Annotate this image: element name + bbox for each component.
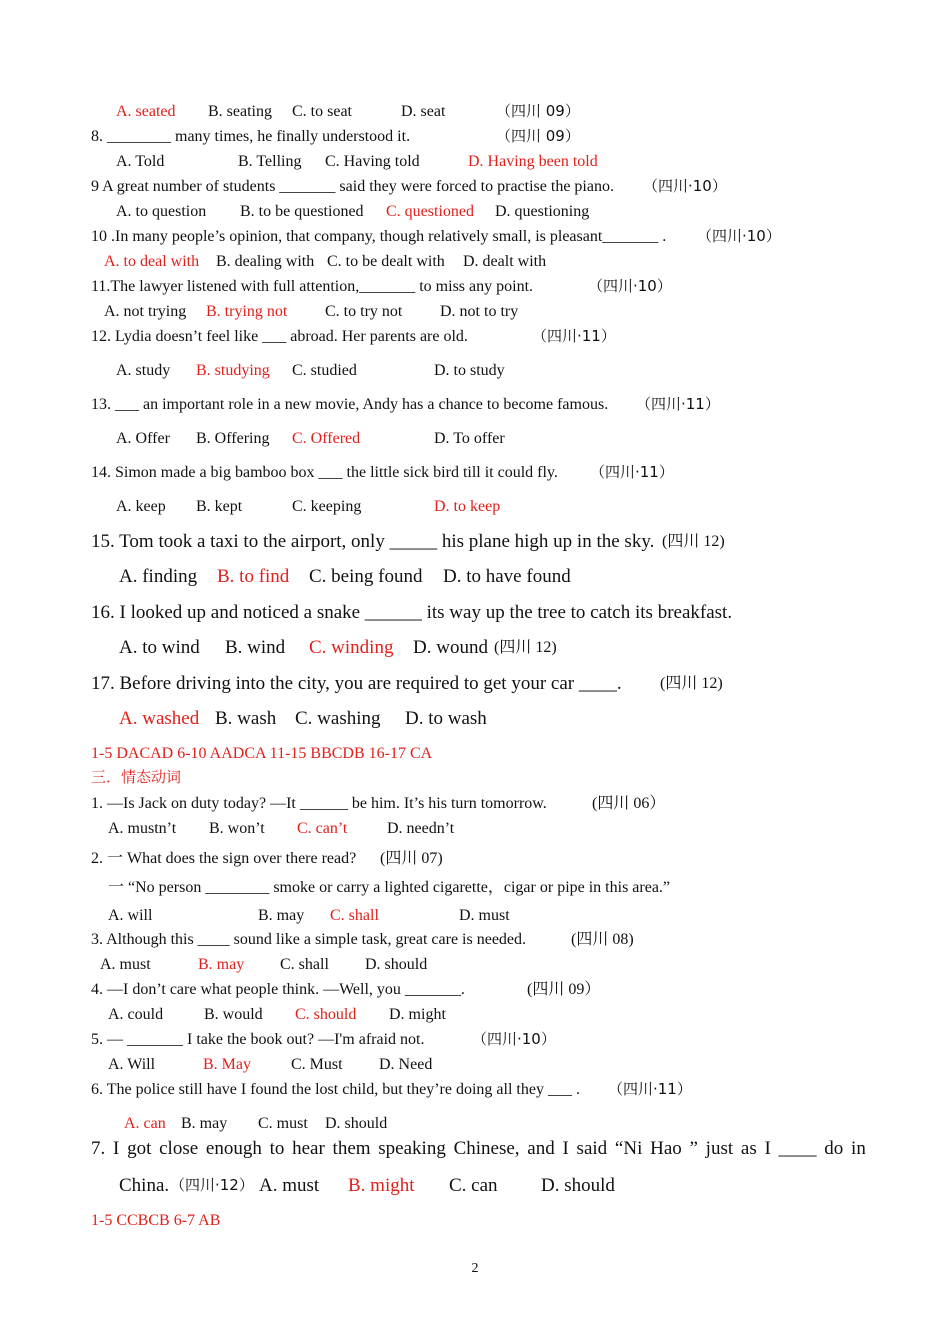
source-tag: （四川·10） <box>472 1030 556 1048</box>
page-number: 2 <box>471 1261 479 1276</box>
source-tag: (四川 07) <box>380 850 443 867</box>
option-b: B. seating <box>208 103 272 120</box>
option-d: D. seat <box>401 103 446 120</box>
correct-option: B. might <box>348 1175 415 1196</box>
source-tag: (四川 06） <box>592 795 666 812</box>
source-tag: （四川·10） <box>697 227 781 245</box>
source-tag: （四川 09） <box>496 127 580 145</box>
correct-option: D. Having been told <box>468 153 598 170</box>
source-tag: (四川 12) <box>494 639 557 656</box>
option-a-correct: A. seated <box>116 103 176 120</box>
source-tag: (四川 09） <box>527 981 601 998</box>
source-tag: （四川·12） <box>170 1176 254 1194</box>
source-tag: (四川 08) <box>571 931 634 948</box>
source-tag: (四川 12) <box>660 675 723 692</box>
correct-option: C. Offered <box>292 430 361 447</box>
source-tag: （四川·10） <box>588 277 672 295</box>
correct-option: A. can <box>124 1115 166 1132</box>
correct-option: C. shall <box>330 907 379 924</box>
correct-option: A. to deal with <box>104 253 200 270</box>
source-tag: （四川·11） <box>590 463 674 481</box>
correct-option: C. should <box>295 1006 357 1023</box>
source-tag: （四川·11） <box>532 327 616 345</box>
source-tag: (四川 12) <box>662 533 725 550</box>
correct-option: C. can’t <box>297 820 348 837</box>
correct-option: D. to keep <box>434 498 501 515</box>
source-tag: （四川·10） <box>643 177 727 195</box>
correct-option: C. winding <box>309 637 394 658</box>
source-tag: （四川·11） <box>608 1080 692 1098</box>
source-tag: （四川·11） <box>636 395 720 413</box>
source-tag: （四川 09） <box>496 102 580 120</box>
correct-option: A. washed <box>119 708 200 729</box>
correct-option: B. to find <box>217 566 290 587</box>
correct-option: B. trying not <box>206 303 288 320</box>
correct-option: B. may <box>198 956 245 973</box>
correct-option: B. studying <box>196 362 270 379</box>
correct-option: C. questioned <box>386 203 474 220</box>
correct-option: B. May <box>203 1056 251 1073</box>
option-c: C. to seat <box>292 103 352 120</box>
